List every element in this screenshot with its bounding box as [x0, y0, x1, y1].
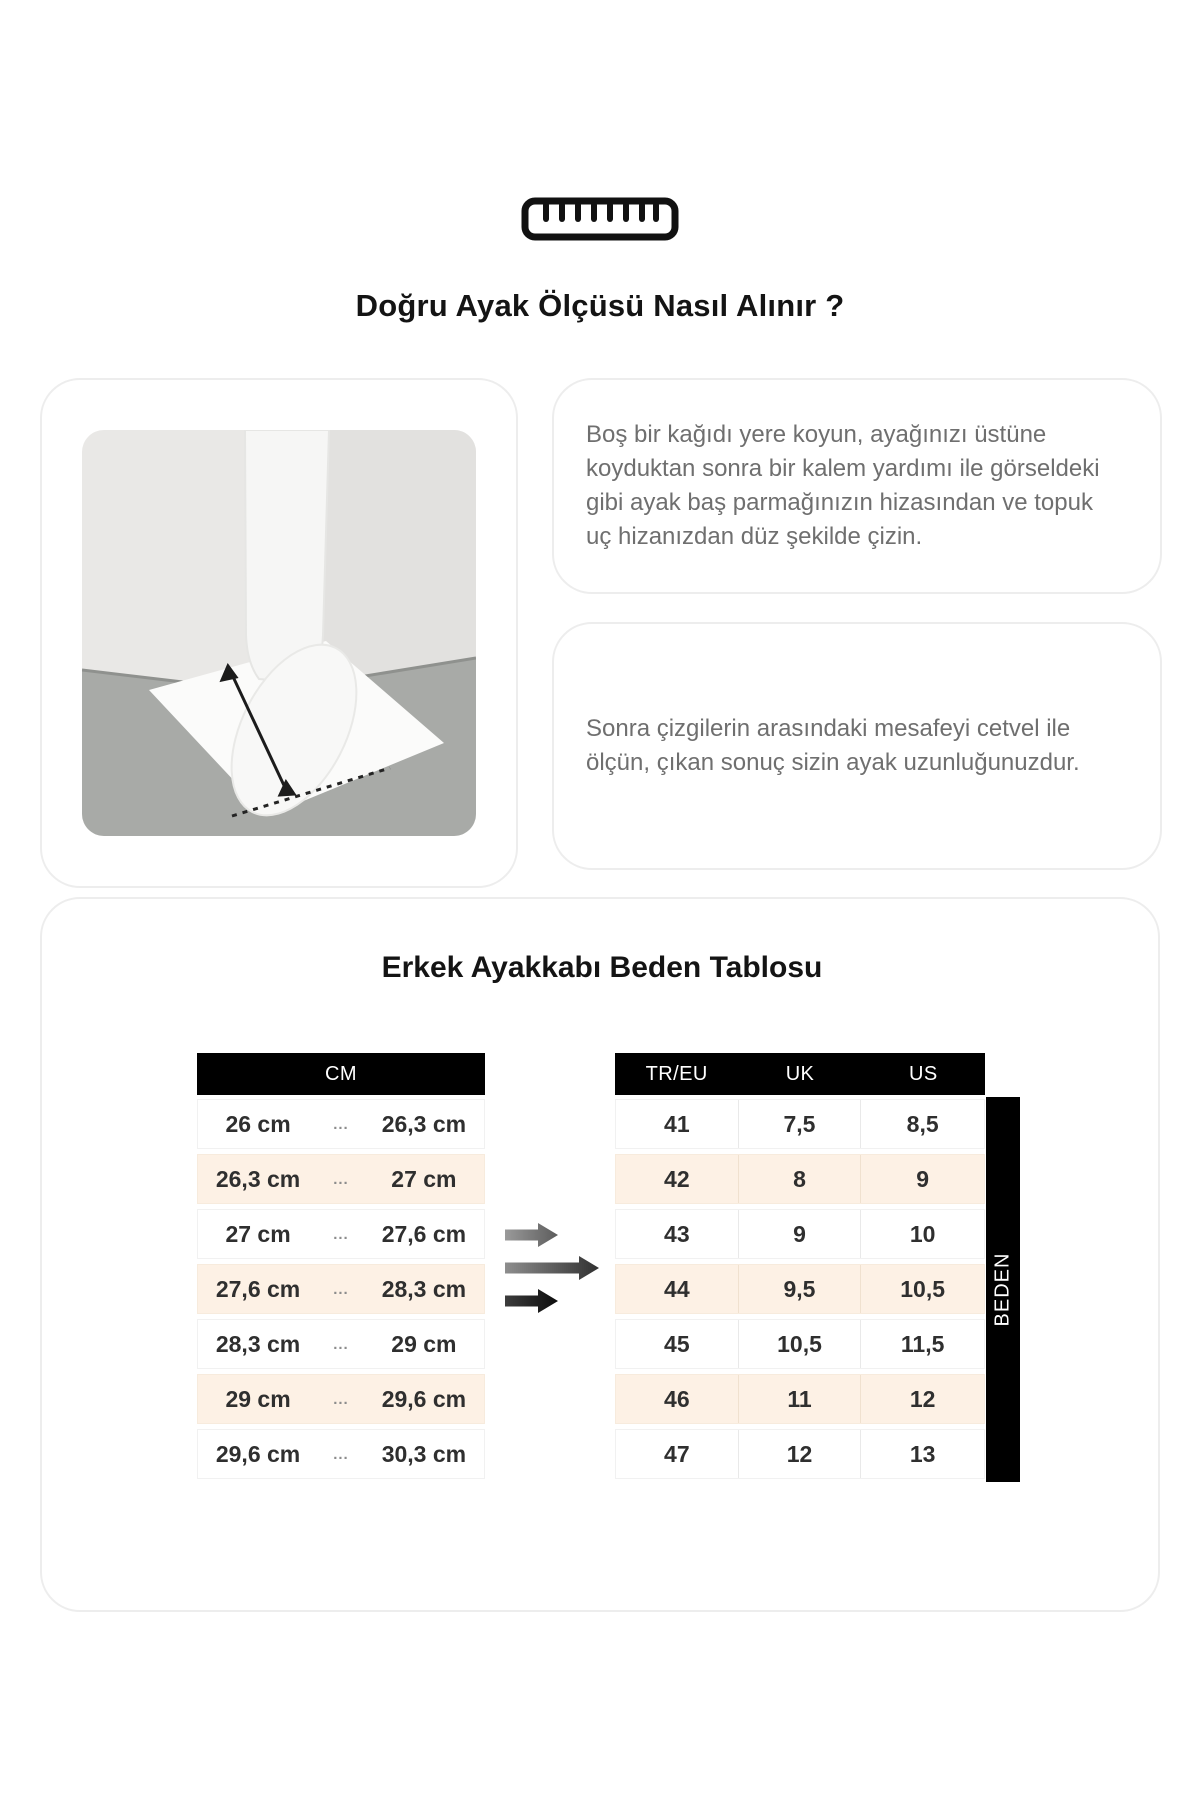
beden-vertical-bar — [986, 1097, 1020, 1482]
beden-label: BEDEN — [991, 1252, 1014, 1327]
foot-measurement-photo — [82, 430, 476, 836]
cm-table-row: 27 cm ... 27,6 cm — [197, 1209, 485, 1259]
instruction-box-1 — [552, 378, 1162, 594]
foot-photo-card — [40, 378, 518, 888]
size-table-row: 47 12 13 — [615, 1429, 985, 1479]
instruction-box-2 — [552, 622, 1162, 870]
size-table-header — [615, 1053, 985, 1095]
conversion-arrows-icon — [505, 1222, 599, 1314]
cm-table-row: 29,6 cm ... 30,3 cm — [197, 1429, 485, 1479]
size-chart-card — [40, 897, 1160, 1612]
size-table-row: 46 11 12 — [615, 1374, 985, 1424]
cm-table-header: CM — [197, 1053, 485, 1095]
size-table-header-us: US — [909, 1062, 938, 1085]
size-table-header-treu: TR/EU — [645, 1062, 708, 1085]
size-table-header-uk: UK — [785, 1062, 815, 1085]
size-chart-title: Erkek Ayakkabı Beden Tablosu — [381, 951, 823, 984]
cm-table-row: 29 cm ... 29,6 cm — [197, 1374, 485, 1424]
size-table-row: 43 9 10 — [615, 1209, 985, 1259]
cm-table-row: 26 cm ... 26,3 cm — [197, 1099, 485, 1149]
cm-table-row: 28,3 cm ... 29 cm — [197, 1319, 485, 1369]
instruction-text-1: Boş bir kağıdı yere koyun, ayağınızı üstüne koyduktan sonra bir kalem yardımı ile görseldeki gibi ayak baş parmağınızın hizasından ve topuk uç hizanızdan düz şekilde çizin. — [586, 421, 1100, 550]
page-title: Doğru Ayak Ölçüsü Nasıl Alınır ? — [355, 288, 845, 323]
instruction-text-2: Sonra çizgilerin arasındaki mesafeyi cetvel ile ölçün, çıkan sonuç sizin ayak uzunluğunuzdur. — [586, 715, 1080, 776]
size-table-row: 41 7,5 8,5 — [615, 1099, 985, 1149]
size-table-row: 45 10,5 11,5 — [615, 1319, 985, 1369]
cm-table-row: 26,3 cm ... 27 cm — [197, 1154, 485, 1204]
size-table-row: 42 8 9 — [615, 1154, 985, 1204]
ruler-icon — [0, 196, 1200, 242]
cm-table-row: 27,6 cm ... 28,3 cm — [197, 1264, 485, 1314]
size-table-row: 44 9,5 10,5 — [615, 1264, 985, 1314]
